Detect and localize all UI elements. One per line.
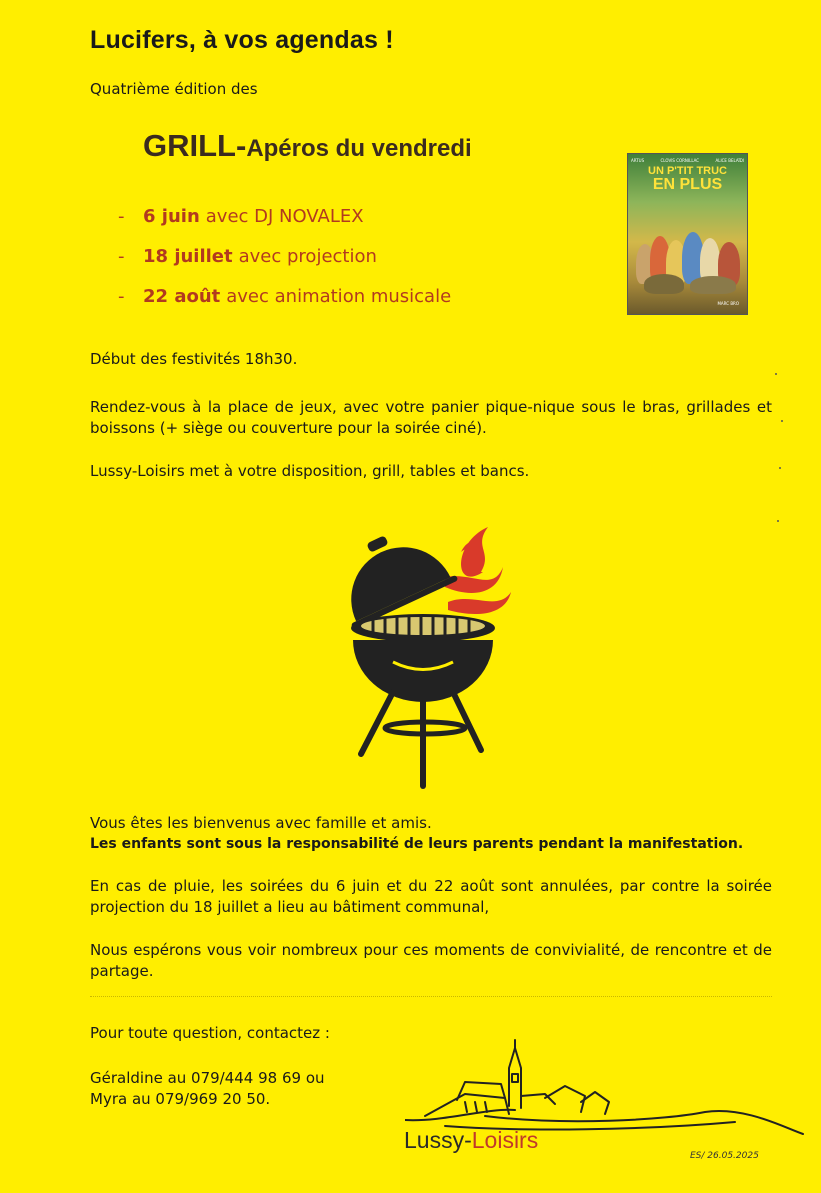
poster-credits bbox=[631, 158, 744, 163]
event-description: avec animation musicale bbox=[226, 286, 452, 307]
village-skyline-logo-icon bbox=[405, 1036, 805, 1136]
page-title: Lucifers, à vos agendas ! bbox=[90, 26, 394, 54]
list-item bbox=[118, 286, 451, 326]
event-headline bbox=[143, 128, 472, 164]
scan-speck bbox=[781, 420, 783, 422]
rain-policy-paragraph: En cas de pluie, les soirées du 6 juin et du 22 août sont annulées, par contre la soirée projection du 18 juillet a lieu au bâtiment communal, bbox=[90, 877, 772, 916]
closing-paragraph: Nous espérons vous voir nombreux pour ces moments de convivialité, de rencontre et de partage. bbox=[90, 941, 772, 980]
poster-credit: ARTUS bbox=[631, 158, 645, 163]
headline-aperos: Apéros du vendredi bbox=[246, 135, 472, 162]
start-time-text: Début des festivités 18h30. bbox=[90, 350, 298, 368]
logo-name-loisirs: Loisirs bbox=[471, 1127, 539, 1153]
poster-title-line2: EN PLUS bbox=[652, 176, 723, 193]
event-date: 18 juillet bbox=[143, 246, 233, 267]
scan-speck bbox=[775, 373, 777, 375]
poster-title-line1: UN P'TIT TRUC bbox=[648, 165, 727, 177]
list-dash: - bbox=[118, 206, 125, 227]
event-dates-list bbox=[118, 206, 451, 326]
edition-subtitle: Quatrième édition des bbox=[90, 80, 258, 98]
poster-director: MARC BRO bbox=[717, 301, 739, 306]
poster-crowd-image bbox=[634, 214, 741, 294]
scan-speck bbox=[777, 520, 779, 522]
welcome-text: Vous êtes les bienvenus avec famille et amis. bbox=[90, 814, 432, 832]
meeting-paragraph: Rendez-vous à la place de jeux, avec votre panier pique-nique sous le bras, grillades et boissons (+ siège ou couverture pour la soirée ciné). bbox=[90, 398, 772, 437]
document-stamp: ES/ 26.05.2025 bbox=[690, 1151, 759, 1161]
list-item bbox=[118, 246, 451, 286]
event-date: 6 juin bbox=[143, 206, 200, 227]
headline-grill: GRILL- bbox=[143, 128, 247, 163]
list-item bbox=[118, 206, 451, 246]
section-divider bbox=[90, 996, 772, 997]
contact-line-myra: Myra au 079/969 20 50. bbox=[90, 1090, 271, 1108]
scan-speck bbox=[779, 467, 781, 469]
event-description: avec projection bbox=[238, 246, 377, 267]
poster-credit: CLOVIS CORNILLAC bbox=[660, 158, 700, 163]
list-dash: - bbox=[118, 286, 125, 307]
movie-poster bbox=[627, 153, 748, 315]
contact-intro: Pour toute question, contactez : bbox=[90, 1024, 330, 1042]
contact-line-geraldine: Géraldine au 079/444 98 69 ou bbox=[90, 1069, 325, 1087]
event-date: 22 août bbox=[143, 286, 221, 307]
poster-title bbox=[628, 166, 747, 193]
list-dash: - bbox=[118, 246, 125, 267]
event-description: avec DJ NOVALEX bbox=[205, 206, 364, 227]
logo-name-lussy: Lussy- bbox=[404, 1127, 472, 1153]
barbecue-grill-icon bbox=[333, 522, 513, 790]
children-responsibility-text: Les enfants sont sous la responsabilité de leurs parents pendant la manifestation. bbox=[90, 836, 744, 852]
provided-equipment-text: Lussy-Loisirs met à votre disposition, grill, tables et bancs. bbox=[90, 462, 530, 480]
lussy-loisirs-logo-text bbox=[404, 1127, 538, 1154]
poster-credit: ALICE BELAÏDI bbox=[715, 158, 744, 163]
